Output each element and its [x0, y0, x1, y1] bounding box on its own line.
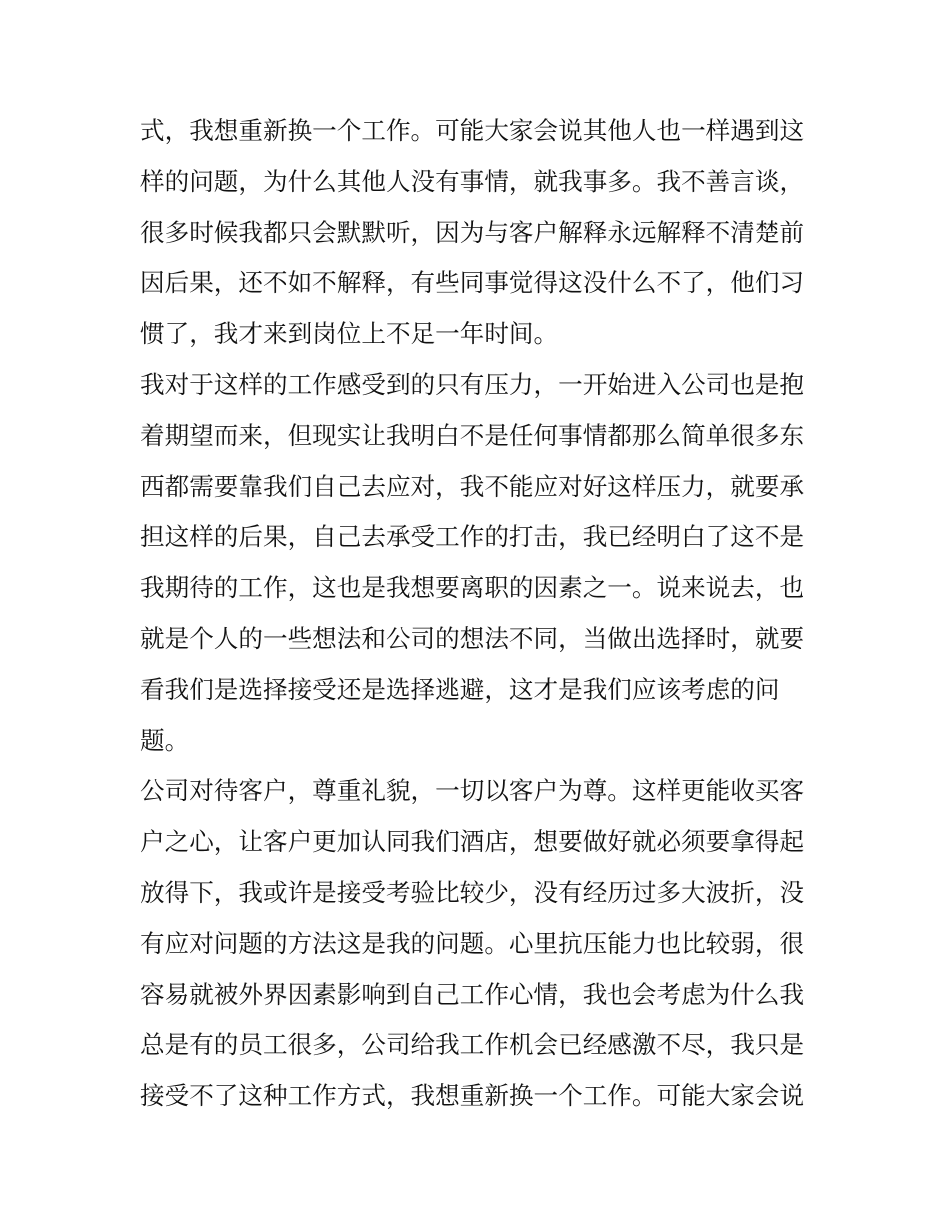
text-line: 题。 — [140, 725, 190, 755]
text-line: 公司对待客户，尊重礼貌，一切以客户为尊。这样更能收买客 — [140, 776, 805, 806]
text-line: 户之心，让客户更加认同我们酒店，想要做好就必须要拿得起 — [140, 827, 805, 857]
text-line: 我对于这样的工作感受到的只有压力，一开始进入公司也是抱 — [140, 369, 805, 399]
text-line: 着期望而来，但现实让我明白不是任何事情都那么简单很多东 — [140, 420, 805, 450]
text-line: 总是有的员工很多，公司给我工作机会已经感激不尽，我只是 — [140, 1030, 805, 1060]
text-line: 式，我想重新换一个工作。可能大家会说其他人也一样遇到这 — [140, 116, 805, 145]
text-line: 担这样的后果，自己去承受工作的打击，我已经明白了这不是 — [140, 522, 805, 552]
text-line: 看我们是选择接受还是选择逃避，这才是我们应该考虑的问 — [140, 674, 780, 704]
text-line: 西都需要靠我们自己去应对，我不能应对好这样压力，就要承 — [140, 471, 805, 501]
text-line: 因后果，还不如不解释，有些同事觉得这没什么不了，他们习 — [140, 268, 805, 298]
text-line: 有应对问题的方法这是我的问题。心里抗压能力也比较弱，很 — [140, 928, 805, 958]
text-line: 放得下，我或许是接受考验比较少，没有经历过多大波折，没 — [140, 877, 805, 907]
text-line: 我期待的工作，这也是我想要离职的因素之一。说来说去，也 — [140, 573, 805, 603]
text-line: 容易就被外界因素影响到自己工作心情，我也会考虑为什么我 — [140, 979, 805, 1009]
body-text — [140, 106, 820, 1122]
text-line: 就是个人的一些想法和公司的想法不同，当做出选择时，就要 — [140, 623, 805, 653]
text-line: 样的问题，为什么其他人没有事情，就我事多。我不善言谈， — [140, 166, 805, 196]
text-line: 接受不了这种工作方式，我想重新换一个工作。可能大家会说 — [140, 1081, 805, 1111]
text-line: 惯了，我才来到岗位上不足一年时间。 — [140, 319, 559, 349]
text-line: 很多时候我都只会默默听，因为与客户解释永远解释不清楚前 — [140, 217, 805, 247]
